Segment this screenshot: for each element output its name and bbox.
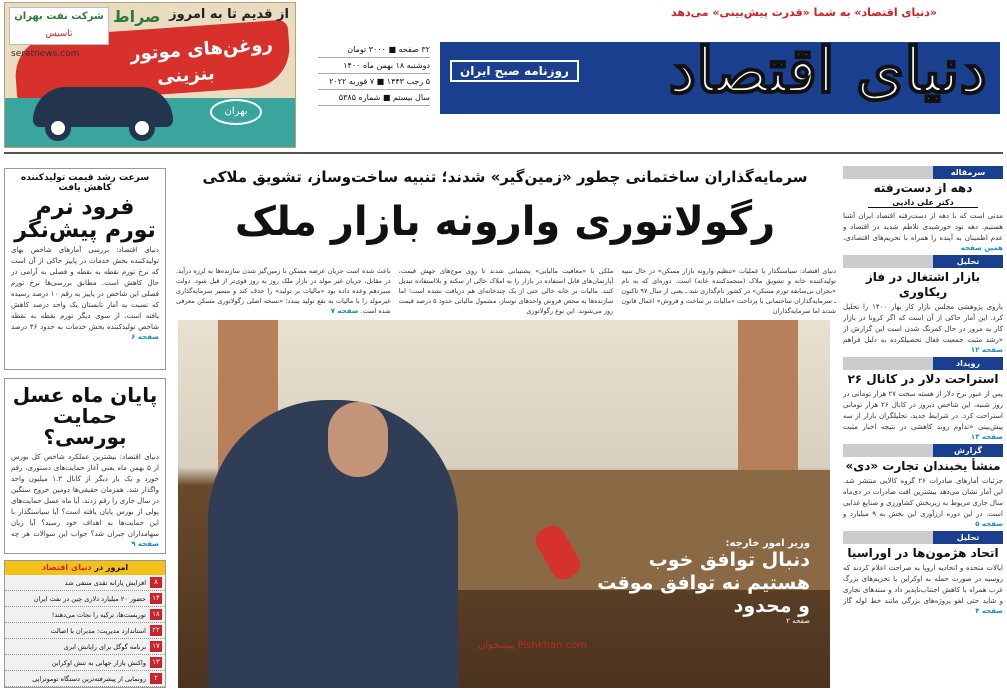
page-link[interactable]: صفحه ۶ xyxy=(131,333,159,342)
right-section[interactable] xyxy=(843,531,1003,615)
page-number-badge: ۱۴ xyxy=(150,593,162,604)
story-body: دنیای اقتصاد: بررسی آمارهای شاخص بهای تولیدکننده بخش خدمات در پاییز حاکی از آن است که نرخ تورم نقطه به نقطه و فصلی به آرامی در حال کاهش است. مطابق بررسی‌ها نرخ تورم فصلی این شاخص در پاییز به رقم ۱۰ درصد رسیده که نسبت به آمار تابستان یک واحد درصد کاهش یافته است. از سوی دیگر تورم نقطه به نقطه شاخص تولیدکننده بخش خدمات به حدود ۴۶ درصد xyxy=(11,246,159,332)
today-item-text: حضور ۲۰ میلیارد دلاری چین در نفت ایران xyxy=(33,594,146,603)
today-item[interactable] xyxy=(5,575,165,591)
story-soft-landing[interactable] xyxy=(4,168,166,370)
today-item-text: توریست‌ها، ترکیه را نجات می‌دهند! xyxy=(51,610,146,619)
right-column xyxy=(843,166,1003,618)
masthead-tagline: «دنیای اقتصاد» به شما «قدرت پیش‌بینی» می‌دهد xyxy=(671,6,937,19)
issue-price: ۳۲ صفحه ■ ۳۰۰۰ تومان xyxy=(318,42,430,58)
section-label: گزارش xyxy=(933,444,1003,457)
today-item-text: افزایش یارانه نقدی منتفی شد xyxy=(64,578,146,587)
section-body: ایالات متحده و اتحادیه اروپا به صراحت اعلام کردند که روسیه در صورت حمله به اوکراین با تحریم‌های بزرگ غرب همراه با کاهش اجتناب‌ناپذیر داد و ستدهای تجاری و شاید حتی لغو پروژه‌های بزرگی مانند خط لوله گاز xyxy=(843,564,1003,605)
issue-number: سال بیستم ■ شماره ۵۳۸۵ xyxy=(318,90,430,106)
minister-face xyxy=(328,402,388,477)
section-title: منشأ یخبندان تجارت «دی» xyxy=(845,459,1001,473)
right-section[interactable] xyxy=(843,444,1003,528)
caption-page: صفحه ۲ xyxy=(786,617,810,626)
section-label: سرمقاله xyxy=(933,166,1003,179)
page-link[interactable]: صفحه ۱۳ xyxy=(970,433,1003,441)
ad-founded: تاسیس xyxy=(45,29,73,39)
page-link[interactable]: صفحه ۹ xyxy=(131,540,159,548)
page-number-badge: ۲۲ xyxy=(150,625,162,636)
section-label-bar xyxy=(843,166,1003,179)
watermark-site: seratnews.com xyxy=(11,49,80,59)
today-brand: دنیای اقتصاد xyxy=(41,563,92,572)
page-number-badge: ۲ xyxy=(150,673,162,684)
main-body-col1: دنیای اقتصاد: سیاستگذار با عملیات «تنظیم وارونه بازار مسکن» در حال تنبیه تولیدکننده خانه و تشویق ملاک (منجمدکننده خانه) است. دوره‌ای که به نام «بحران بی‌سابقه تورم مسکن» در کشور نام‌گذاری شد ـ یعنی از سال ۹۷ تاکنون ـ سرمایه‌گذاران ساختمانی با پرداخت «مالیات بر ساخت و فروش» اعمال قانون شدند اما سرمایه‌گذاران xyxy=(621,267,836,315)
masthead-divider xyxy=(4,152,1003,154)
today-item-text: استاندارد مدیریت: مدیران با اصالت xyxy=(50,626,146,635)
ad-company-box xyxy=(9,7,109,45)
main-headline[interactable]: رگولاتوری وارونه بازار ملک xyxy=(234,199,776,245)
caption-headline: دنبال توافق خوب هستیم نه توافق موقت و محدود xyxy=(597,549,810,617)
page-link[interactable]: صفحه ۵ xyxy=(975,520,1003,528)
today-item-text: رونمایی از پیشرفته‌ترین دستگاه توموتراپی xyxy=(32,674,146,683)
right-section[interactable] xyxy=(843,166,1003,252)
watermark-site: Pishkhan.com xyxy=(517,640,587,651)
today-item[interactable] xyxy=(5,655,165,671)
ad-line2: روغن‌های موتور xyxy=(129,34,274,65)
section-body: بازوی پژوهشی مجلس بازار کار بهار ۱۴۰۰ را تحلیل کرد. این آمار حاکی از آن است که اگر کرونا در بازار کار به مرور در حال کمرنگ شدن است این گزارش از «رشد مثبت جمعیت فعال تحصیلکرده به دلیل فراهم xyxy=(843,303,1003,344)
today-item[interactable] xyxy=(5,639,165,655)
story-headline: فرود نرم تورم پیش‌نگر xyxy=(14,195,156,244)
main-story-body xyxy=(176,266,836,316)
watermark-logo: صراط xyxy=(113,7,161,26)
page-number-badge: ۸ xyxy=(150,577,162,588)
story-bourse[interactable] xyxy=(4,378,166,554)
wheel-icon xyxy=(45,115,71,141)
section-title: دهه از دست‌رفته xyxy=(873,181,973,195)
caption-kicker: وزیر امور خارجه: xyxy=(725,538,810,549)
page-number-badge: ۱۳ xyxy=(150,657,162,668)
section-title: استراحت دلار در کانال ۲۶ xyxy=(847,372,999,386)
today-in-paper-box xyxy=(4,560,166,688)
today-title: امروز در xyxy=(94,563,129,572)
section-label-bar xyxy=(843,255,1003,268)
section-body: پس از عبور نرخ دلار از هسته سخت ۲۷ هزار تومانی در روز شنبه، این شاخص دیروز در کانال ۲۶ هزار تومانی استراحت کرد. در شرایط جدید، تحلیلگران بازار از سه پیش‌بینی «تداوم روند کاهشی در نتیجه اخبار مثبت xyxy=(843,390,1003,431)
watermark-text: پیشخوان xyxy=(478,640,515,651)
section-label: رویداد xyxy=(933,357,1003,370)
section-label-bar xyxy=(843,357,1003,370)
section-label: تحلیل xyxy=(933,531,1003,544)
main-body-col3 xyxy=(176,266,391,316)
page-link[interactable]: صفحه ۷ xyxy=(330,307,359,315)
section-label: تحلیل xyxy=(933,255,1003,268)
right-section[interactable] xyxy=(843,357,1003,441)
story-headline: پایان ماه عسل حمایت بورسی؟ xyxy=(12,383,158,449)
ad-line3: بنزینی xyxy=(156,63,216,88)
ad-line1: از قدیم تا به امروز xyxy=(169,7,289,22)
section-label-bar xyxy=(843,531,1003,544)
story-kicker: سرعت رشد قیمت تولیدکننده کاهش یافت xyxy=(20,173,150,193)
today-item-text: برنامه گوگل برای رایانش ابری xyxy=(63,642,146,651)
section-label-bar xyxy=(843,444,1003,457)
today-item-text: واکنش بازار جهانی به تنش اوکراین xyxy=(51,658,146,667)
section-title: بازار اشتغال در فاز ریکاوری xyxy=(865,270,981,299)
section-author: دکتر علی دادپی xyxy=(868,198,978,208)
issue-date-other: ۵ رجب ۱۴۴۳ ■ ۷ فوریه ۲۰۲۲ xyxy=(318,74,430,90)
page-link[interactable]: صفحه ۱۲ xyxy=(970,346,1003,354)
main-body-col2: ملکی با «معافیت مالیاتی» پشتیبانی شدند تا روی موج‌های جهش قیمت، آپارتمان‌های قابل استفاده در بازار را به املاک خالی از سکنه و بلااستفاده تبدیل کنند. مالیات بر خانه خالی حتی از یک چندخانه‌ای هم دریافت نشده است؛ اما سازنده‌ها به محض فروش واحدهای نوساز، مشمول مالیاتی حدود ۵ درصد قیمت روز می‌شوند. این نوع رگولاتوری xyxy=(398,267,614,315)
page-link[interactable]: همین صفحه xyxy=(960,244,1003,252)
today-item[interactable] xyxy=(5,607,165,623)
advertisement-banner[interactable] xyxy=(4,2,296,148)
issue-date-persian: دوشنبه ۱۸ بهمن ماه ۱۴۰۰ xyxy=(318,58,430,74)
photo-caption xyxy=(580,538,810,625)
main-kicker: سرمایه‌گذاران ساختمانی چطور «زمین‌گیر» شدند؛ تنبیه ساخت‌وساز، تشویق ملاکی xyxy=(202,168,808,186)
page-link[interactable]: صفحه ۴ xyxy=(975,607,1003,615)
ad-brand-logo: بهران xyxy=(210,99,262,125)
story-body: دنیای اقتصاد: بیشترین عملکرد شاخص کل بورس از ۵ بهمن ماه یعنی آغاز حمایت‌های دستوری، رقم خورد و یک بار دیگر از کانال ۱.۳ میلیون واحد واگذار شد. همزمان حقیقی‌ها دومین خروج سنگین در سال جاری را رقم زدند. آیا ماه عسل حمایت‌های پولی از بورس پایان یافته است؟ آیا سیاستگذار با این حمایت‌ها به اهداف خود رسید؟ آیا زیان سهامداران جبران شد؟ جواب این سوالات هر چه xyxy=(11,453,159,538)
page-number-badge: ۱۸ xyxy=(150,609,162,620)
newspaper-title: دنیای اقتصاد xyxy=(668,34,987,107)
today-item[interactable] xyxy=(5,591,165,607)
section-body: جزئیات آمارهای صادرات ۲۶ گروه کالایی منتشر شد. این آمار نشان می‌دهد بیشترین افت صادرات در دی‌ماه سال جاری مربوط به زیربخش کشاورزی و صنایع غذایی است. در این دوره ارزآوری این بخش به ۹ میلیارد و xyxy=(843,477,1003,518)
section-title: اتحاد هژمون‌ها در اوراسیا xyxy=(847,546,999,560)
right-section[interactable] xyxy=(843,255,1003,354)
lead-photo[interactable] xyxy=(178,320,830,688)
wheel-icon xyxy=(129,115,155,141)
issue-info xyxy=(318,42,430,106)
section-body: مدتی است که با دهه از دست‌رفته اقتصاد ایران آشنا هستیم. دهه نود خورشیدی تلاطم شدید در اقتصاد و عدم اطمینان به آینده را همراه با تحریم‌های اقتصادی، xyxy=(843,212,1003,242)
newspaper-subtitle: روزنامه صبح ایران xyxy=(450,60,579,82)
today-header xyxy=(5,561,165,575)
main-body-col3-text: باعث شده است جریان عرضه مسکن با زمین‌گیر شدن سازنده‌ها به لرزه درآید. در مقابل، جریان غیر مولد در بازار ملک روز به روز قوی‌تر از قبل شود. دولت سیزدهم وعده داده بود «مالیات بر تولید» را حذف کند و مسیر سرمایه‌گذاری غیرمولد را با مالیات به نفع تولید ببندد؛ «نسخه اصلی رگولاتوری مسکن معرفی شده است. xyxy=(175,267,391,315)
watermark-logo xyxy=(478,640,587,651)
page-number-badge: ۱۷ xyxy=(150,641,162,652)
ad-company: شرکت نفت بهران xyxy=(14,11,104,22)
today-item[interactable] xyxy=(5,623,165,639)
today-item[interactable] xyxy=(5,671,165,687)
